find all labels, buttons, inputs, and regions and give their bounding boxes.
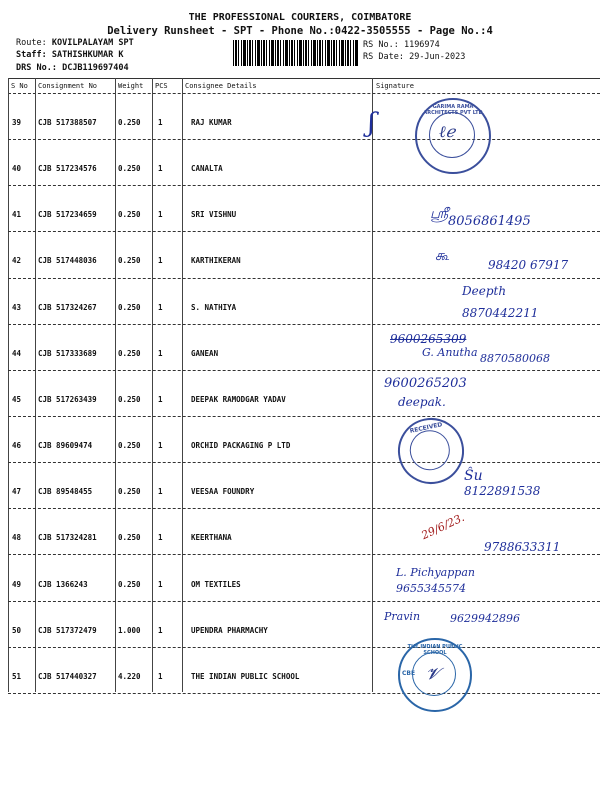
row-consignment-no: CJB 517263439 — [38, 394, 97, 404]
row-pcs: 1 — [158, 533, 163, 543]
row-weight: 4.220 — [118, 671, 141, 681]
row-sno: 45 — [12, 394, 22, 404]
row-consignee: RAJ KUMAR — [191, 118, 232, 127]
row-weight: 0.250 — [118, 394, 141, 404]
school-stamp-text: THE INDIAN PUBLIC SCHOOL — [407, 644, 463, 656]
row-consignee: VEESAA FOUNDRY — [191, 487, 255, 497]
staff-value: SATHISHKUMAR K — [51, 50, 124, 60]
received-stamp-text: RECEIVED — [409, 421, 444, 435]
staff-label: Staff: — [16, 50, 47, 60]
row44-strike-number: 9600265309 — [390, 332, 467, 346]
row48-phone: 9788633311 — [484, 540, 561, 554]
row-consignment-no: CJB 517324267 — [38, 302, 97, 312]
row-sno: 42 — [12, 256, 22, 266]
row50-phone: 9629942896 — [450, 612, 520, 625]
row-consignee: GANEAN — [191, 348, 219, 358]
row-consignment-no: CJB 89609474 — [38, 441, 93, 451]
row-sno: 40 — [12, 164, 22, 174]
row-weight: 0.250 — [118, 164, 141, 174]
table-top-border — [8, 78, 600, 79]
row47-phone: 8122891538 — [464, 484, 541, 498]
row-pcs: 1 — [158, 302, 163, 312]
row-consignment-no: CJB 517324281 — [38, 533, 97, 543]
row-sno: 41 — [12, 210, 22, 220]
rs-date-line — [363, 52, 465, 62]
row-pcs: 1 — [158, 256, 163, 266]
rs-no-value: 1196974 — [403, 40, 440, 50]
row-consignment-no: CJB 517372479 — [38, 625, 97, 635]
row48-date: 29/6/23. — [419, 510, 467, 543]
rs-date-label: RS Date: — [363, 52, 404, 62]
row-pcs: 1 — [158, 118, 163, 127]
row-sno: 48 — [12, 533, 22, 543]
col-signature-header: Signature — [376, 82, 414, 90]
row44-name: G. Anutha — [422, 346, 478, 359]
row-sno: 44 — [12, 348, 22, 358]
row-consignee: S. NATHIYA — [191, 302, 237, 312]
row-consignee: KARTHIKERAN — [191, 256, 241, 266]
table-row — [0, 94, 600, 140]
row-consignment-no: CJB 1366243 — [38, 579, 88, 589]
row-pcs: 1 — [158, 487, 163, 497]
row-weight: 0.250 — [118, 210, 141, 220]
route-label: Route: — [16, 38, 47, 48]
stamp-signature: ℓℯ — [439, 122, 456, 141]
row41-signature: ஸ்ரீ — [430, 206, 449, 222]
rs-no-label: RS No.: — [363, 40, 399, 50]
row45-name: deepak. — [398, 395, 446, 409]
row-sno: 43 — [12, 302, 22, 312]
row-consignment-no: CJB 517440327 — [38, 671, 97, 681]
row50-name: Pravin — [384, 610, 421, 623]
row-pcs: 1 — [158, 394, 163, 404]
school-stamp-code: CBE — [402, 670, 416, 677]
row44-phone: 8870580068 — [480, 352, 550, 365]
row-weight: 0.250 — [118, 533, 141, 543]
row-consignment-no: CJB 517448036 — [38, 256, 97, 266]
drs-line — [16, 63, 129, 73]
rs-date-value: 29-Jun-2023 — [409, 52, 466, 62]
row-weight: 1.000 — [118, 625, 141, 635]
row-weight: 0.250 — [118, 256, 141, 266]
row43-name: Deepth — [462, 284, 507, 298]
row-pcs: 1 — [158, 348, 163, 358]
route-value: KOVILPALAYAM SPT — [51, 38, 134, 48]
table-row — [0, 371, 600, 417]
row45-phone: 9600265203 — [384, 376, 467, 391]
row-pcs: 1 — [158, 210, 163, 220]
row-consignee: DEEPAK RAMODGAR YADAV — [191, 394, 286, 404]
drs-value: DCJB119697404 — [62, 63, 129, 73]
row-weight: 0.250 — [118, 118, 141, 127]
col-weight-header: Weight — [118, 82, 144, 90]
table-row — [0, 648, 600, 694]
table-row — [0, 140, 600, 186]
row-weight: 0.250 — [118, 302, 141, 312]
row-sno: 51 — [12, 671, 22, 681]
col-consignment-header: Consignment No — [38, 82, 98, 90]
row-weight: 0.250 — [118, 441, 141, 451]
row-sno: 46 — [12, 441, 22, 451]
table-row — [0, 556, 600, 602]
school-stamp — [398, 638, 472, 712]
barcode — [233, 40, 358, 66]
row-pcs: 1 — [158, 671, 163, 681]
school-stamp-signature: 𝓥 — [426, 664, 440, 683]
row-divider — [8, 693, 600, 694]
row-sno: 47 — [12, 487, 22, 497]
table-row — [0, 417, 600, 463]
row-weight: 0.250 — [118, 348, 141, 358]
drs-label: DRS No.: — [16, 63, 57, 73]
row-consignment-no: CJB 89548455 — [38, 487, 93, 497]
row-consignee: KEERTHANA — [191, 533, 232, 543]
company-title: THE PROFESSIONAL COURIERS, COIMBATORE — [188, 12, 412, 23]
route-line — [16, 38, 134, 48]
row47-signature: Ŝu — [464, 468, 483, 484]
row-weight: 0.250 — [118, 487, 141, 497]
col-sno-header: S No — [11, 82, 28, 90]
row-consignee: CANALTA — [191, 164, 223, 174]
row-consignee: SRI VISHNU — [191, 210, 237, 220]
row-consignment-no: CJB 517333689 — [38, 348, 97, 358]
signature-scrawl: ʃ — [368, 108, 376, 138]
row-consignee: THE INDIAN PUBLIC SCHOOL — [191, 671, 300, 681]
col-pcs-header: PCS — [155, 82, 168, 90]
row-consignee: OM TEXTILES — [191, 579, 241, 589]
row42-signature: கூ — [435, 248, 450, 264]
row-consignment-no: CJB 517388507 — [38, 118, 97, 127]
row-consignment-no: CJB 517234659 — [38, 210, 97, 220]
row-consignee: UPENDRA PHARMACHY — [191, 625, 268, 635]
row-consignment-no: CJB 517234576 — [38, 164, 97, 174]
row-sno: 39 — [12, 118, 22, 127]
staff-line — [16, 50, 124, 60]
row41-phone: 8056861495 — [448, 214, 531, 229]
row-pcs: 1 — [158, 579, 163, 589]
stamp-text: GARIMA RAMA ARCHITECTS PVT LTD — [423, 104, 483, 116]
row49-name: L. Pichyappan — [396, 566, 475, 579]
row-pcs: 1 — [158, 164, 163, 174]
row-sno: 50 — [12, 625, 22, 635]
company-stamp — [415, 98, 491, 174]
row42-phone: 98420 67917 — [488, 258, 569, 272]
row49-phone: 9655345574 — [396, 582, 466, 595]
col-consignee-header: Consignee Details — [185, 82, 257, 90]
rs-no-line — [363, 40, 440, 50]
row-weight: 0.250 — [118, 579, 141, 589]
row-sno: 49 — [12, 579, 22, 589]
row-pcs: 1 — [158, 625, 163, 635]
row-consignee: ORCHID PACKAGING P LTD — [191, 441, 291, 451]
row-pcs: 1 — [158, 441, 163, 451]
row43-phone: 8870442211 — [462, 306, 539, 320]
runsheet-title: Delivery Runsheet - SPT - Phone No.:0422-3505555 - Page No.:4 — [107, 25, 493, 37]
